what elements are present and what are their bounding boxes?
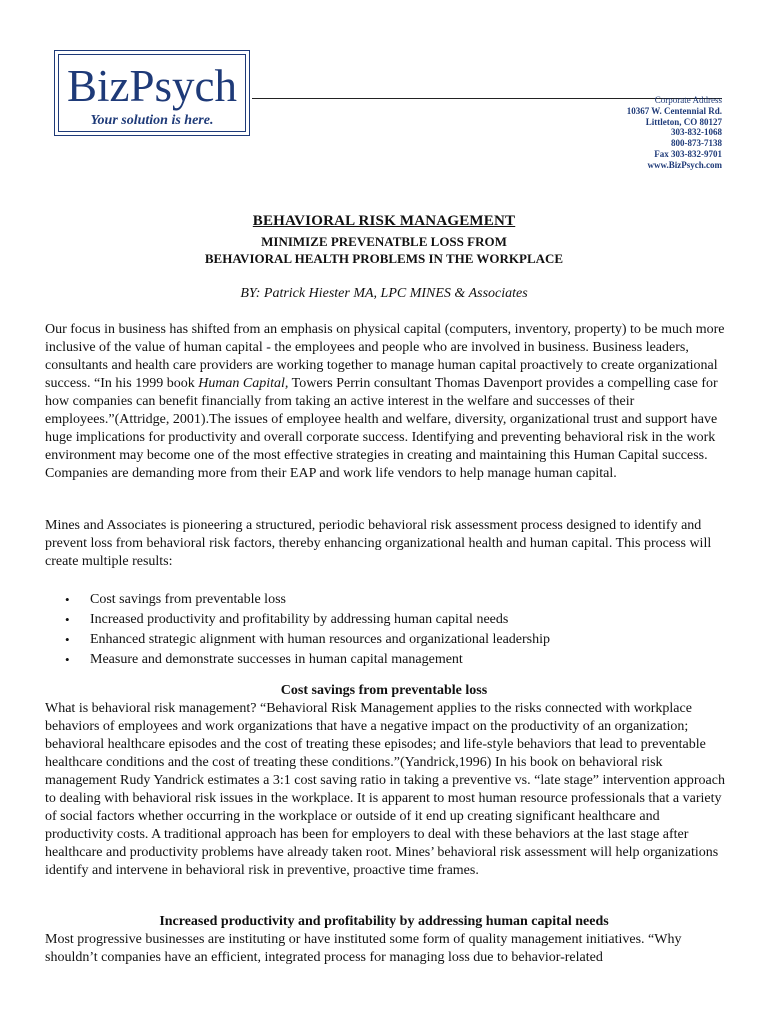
results-list bbox=[45, 590, 725, 670]
address-phone-2: 800-873-7138 bbox=[671, 138, 722, 149]
section-heading-cost-savings: Cost savings from preventable loss bbox=[280, 683, 488, 698]
address-fax: Fax 303-832-9701 bbox=[654, 148, 722, 159]
list-item-text: Increased productivity and profitability by addressing human capital needs bbox=[90, 612, 509, 627]
cost-savings-paragraph: What is behavioral risk management? “Behavioral Risk Management applies to the risks connected with workplace behaviors of employees and work organizations that have a negative impact on the productivity of an organization; behavioral healthcare episodes and the cost of treating these episodes; and life-style behaviors that lead to preventable healthcare conditions and the cost of treating these conditions.”(Yandrick,1996) In his book on behavioral risk management Rudy Yandrick estimates a 3:1 cost saving ratio in taking a preventive vs. “late stage” intervention approach to dealing with behavioral risk issues in the workplace. It is apparent to most human resource professionals that a variety of social factors whether occurring in the workplace or outside of it end up creating significant healthcare and productivity costs. A traditional approach has been for employers to deal with these behaviors at the last stage after healthcare and productivity problems have already taken root. Mines’ behavioral risk assessment will help organizations identify and intervene in behavioral risk in preventive, proactive time frames. bbox=[45, 701, 725, 878]
list-item bbox=[45, 650, 725, 670]
address-title: Corporate Address bbox=[654, 95, 722, 105]
productivity-paragraph: Most progressive businesses are instituting or have instituted some form of quality management initiatives. “Why shouldn’t companies have an efficient, integrated process for managing loss due to behavior-related bbox=[45, 932, 682, 965]
mines-paragraph: Mines and Associates is pioneering a structured, periodic behavioral risk assessment process designed to identify and prevent loss from behavioral risk factors, thereby enhancing organizational health and human capital. This process will create multiple results: bbox=[45, 518, 712, 569]
bullet-icon: • bbox=[65, 652, 70, 667]
bullet-icon: • bbox=[65, 612, 70, 627]
section-heading-productivity: Increased productivity and profitability by addressing human capital needs bbox=[159, 914, 609, 929]
document-subtitle-line-1: MINIMIZE PREVENATBLE LOSS FROM bbox=[261, 234, 507, 249]
list-item bbox=[45, 590, 725, 610]
logo-name: BizPsych bbox=[66, 61, 237, 111]
corporate-address bbox=[627, 95, 722, 171]
list-item-text: Measure and demonstrate successes in human capital management bbox=[90, 652, 463, 667]
author-byline: BY: Patrick Hiester MA, LPC MINES & Associates bbox=[240, 286, 528, 301]
book-title-italic: Human Capital, bbox=[198, 376, 289, 391]
document-title: BEHAVIORAL RISK MANAGEMENT bbox=[252, 213, 516, 229]
bizpsych-logo bbox=[54, 50, 250, 136]
address-website: www.BizPsych.com bbox=[647, 159, 722, 170]
address-city: Littleton, CO 80127 bbox=[645, 116, 722, 127]
intro-paragraph-part-1: Our focus in business has shifted from an emphasis on physical capital (computers, inventory, property) to be much more inclusive of the value of human capital - the employees and people who are involved in business. Business leaders, consultants and health care providers are working together to manage human capital proactively to create organizational success. “In his 1999 book bbox=[45, 322, 725, 391]
logo-tagline: Your solution is here. bbox=[90, 113, 214, 128]
intro-paragraph bbox=[45, 321, 725, 483]
bullet-icon: • bbox=[65, 632, 70, 647]
address-phone-1: 303-832-1068 bbox=[671, 127, 722, 138]
list-item bbox=[45, 610, 725, 630]
list-item-text: Cost savings from preventable loss bbox=[90, 592, 286, 607]
intro-paragraph-part-2: Towers Perrin consultant Thomas Davenport provides a compelling case for how companies can benefit financially from taking an active interest in the welfare and successes of their employees.”(Attridge, 2001).The issues of employee health and welfare, diversity, organizational trust and support have huge implications for productivity and overall corporate success. Identifying and preventing behavioral risk in the work environment may become one of the most effective strategies in creating and maintaining this Human Capital success. Companies are demanding more from their EAP and work life vendors to help manage human capital. bbox=[45, 376, 718, 481]
list-item-text: Enhanced strategic alignment with human resources and organizational leadership bbox=[90, 632, 551, 647]
address-street: 10367 W. Centennial Rd. bbox=[626, 105, 722, 116]
list-item bbox=[45, 630, 725, 650]
bullet-icon: • bbox=[65, 592, 70, 607]
logo-frame bbox=[58, 54, 246, 132]
document-subtitle-line-2: BEHAVIORAL HEALTH PROBLEMS IN THE WORKPLACE bbox=[204, 251, 564, 266]
